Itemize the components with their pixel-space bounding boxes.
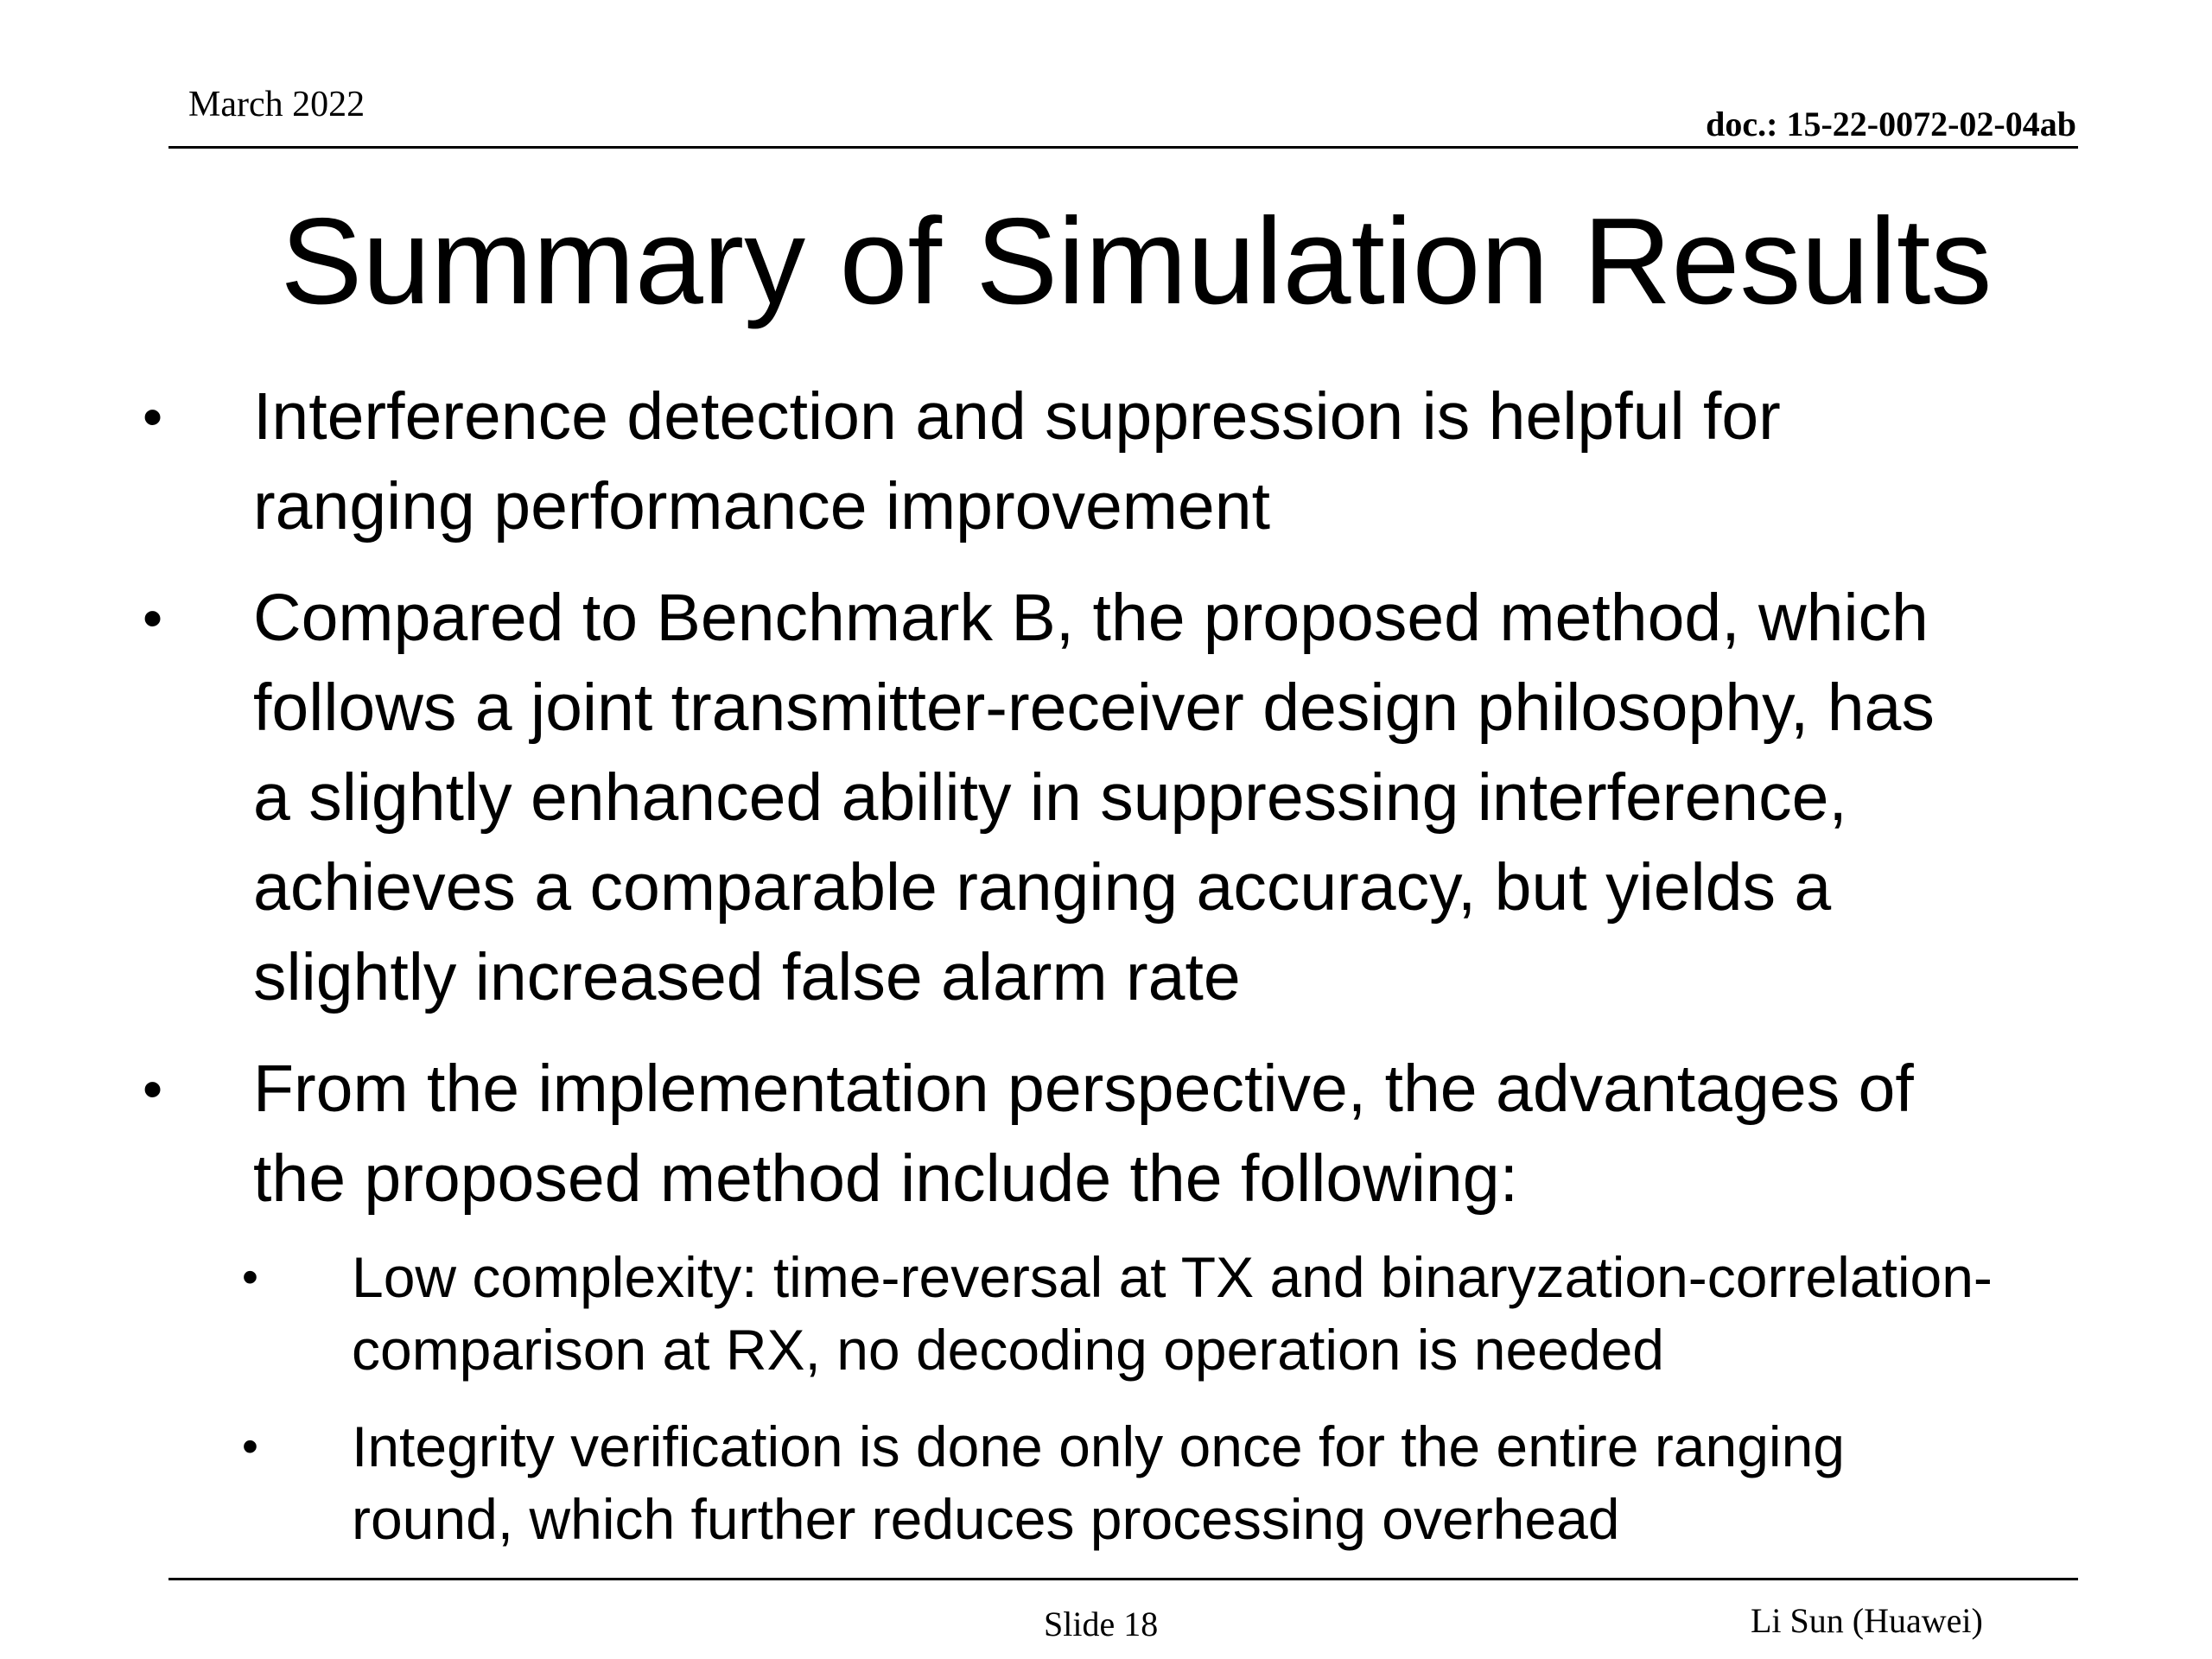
slide-title: Summary of Simulation Results	[280, 193, 1993, 330]
bullet-line: follows a joint transmitter-receiver design philosophy, has	[253, 671, 1935, 745]
bullet-line: Compared to Benchmark B, the proposed method, which	[253, 581, 1929, 655]
sub-bullet-item	[0, 1410, 2212, 1555]
bullet-line: Interference detection and suppression is helpful for	[253, 379, 1781, 454]
sub-bullet-line: comparison at RX, no decoding operation is needed	[352, 1318, 1664, 1382]
bullet-line: a slightly enhanced ability in suppressing interference,	[253, 760, 1847, 835]
sub-bullet-line: Integrity verification is done only once for the entire ranging	[352, 1414, 1845, 1478]
header-rule	[168, 146, 2078, 149]
bullet-line: slightly increased false alarm rate	[253, 940, 1241, 1014]
bullet-icon: •	[242, 1421, 258, 1472]
bullet-icon: •	[242, 1251, 258, 1303]
bullet-line: From the implementation perspective, the advantages of	[253, 1052, 1914, 1126]
sub-bullet-line: round, which further reduces processing overhead	[352, 1487, 1620, 1551]
bullet-line: ranging performance improvement	[253, 469, 1270, 543]
bullet-line: the proposed method include the following:	[253, 1141, 1518, 1216]
slide-content	[0, 372, 2212, 1580]
footer-slide-number: Slide 18	[1044, 1605, 1159, 1643]
sub-bullet-line: Low complexity: time-reversal at TX and binaryzation-correlation-	[352, 1245, 1993, 1309]
header-date: March 2022	[188, 85, 365, 124]
bullet-item	[0, 573, 2212, 1022]
bullet-item	[0, 372, 2212, 551]
bullet-icon: •	[143, 385, 163, 448]
sub-bullet-item	[0, 1241, 2212, 1386]
bullet-item	[0, 1044, 2212, 1224]
footer-rule	[168, 1578, 2078, 1580]
footer-author: Li Sun (Huawei)	[1751, 1601, 1983, 1640]
header-doc-id: doc.: 15-22-0072-02-04ab	[1706, 105, 2076, 143]
bullet-icon: •	[143, 1057, 163, 1121]
bullet-line: achieves a comparable ranging accuracy, but yields a	[253, 850, 1832, 925]
bullet-icon: •	[143, 586, 163, 650]
